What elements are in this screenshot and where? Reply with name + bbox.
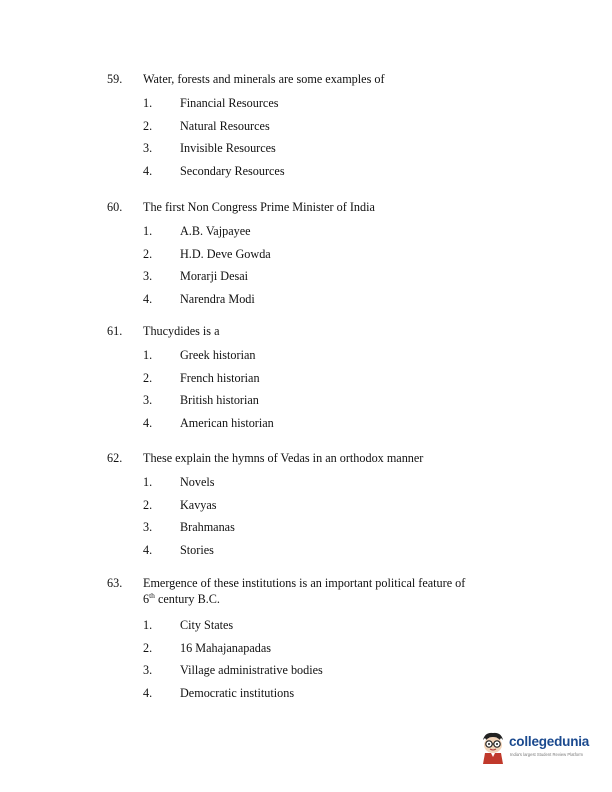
question-text: Water, forests and minerals are some examples of (143, 72, 385, 86)
question-number: 63. (107, 576, 123, 590)
question-59 (0, 70, 612, 184)
option: 1. City States (143, 618, 234, 632)
option: 1. Novels (143, 475, 215, 489)
logo-tagline: India's largest Student Review Platform (510, 752, 583, 757)
question-60 (0, 198, 612, 312)
option: 4. Stories (143, 542, 214, 557)
option: 2. Natural Resources (143, 118, 270, 133)
option: 2. French historian (143, 370, 260, 385)
question-61 (0, 322, 612, 436)
question-text: These explain the hymns of Vedas in an orthodox manner (143, 451, 424, 465)
option: 3. Morarji Desai (143, 269, 249, 283)
option: 2. 16 Mahajanapadas (143, 640, 272, 655)
question-number: 60. (107, 200, 123, 214)
option: 4. Secondary Resources (143, 163, 285, 178)
option: 3. Invisible Resources (143, 141, 276, 155)
option: 3. Village administrative bodies (143, 663, 323, 677)
question-62 (0, 449, 612, 563)
question-number: 61. (107, 324, 123, 338)
option: 3. Brahmanas (143, 520, 235, 534)
question-text: Thucydides is a (143, 324, 220, 338)
option: 1. Greek historian (143, 348, 256, 362)
option: 4. Democratic institutions (143, 685, 295, 700)
question-text: The first Non Congress Prime Minister of India (143, 200, 375, 214)
question-number: 59. (107, 72, 123, 86)
option: 4. Narendra Modi (143, 291, 255, 306)
option: 1. Financial Resources (143, 96, 279, 110)
option: 3. British historian (143, 393, 259, 407)
logo-name: collegedunia (509, 734, 590, 749)
question-63 (0, 575, 612, 706)
mascot-icon (479, 730, 507, 764)
option: 2. Kavyas (143, 497, 217, 512)
option: 2. H.D. Deve Gowda (143, 246, 271, 261)
question-text: Emergence of these institutions is an important political feature of 6th century B.C. (143, 576, 466, 606)
option: 4. American historian (143, 415, 274, 430)
option: 1. A.B. Vajpayee (143, 224, 251, 238)
question-number: 62. (107, 451, 123, 465)
collegedunia-logo (479, 730, 599, 766)
